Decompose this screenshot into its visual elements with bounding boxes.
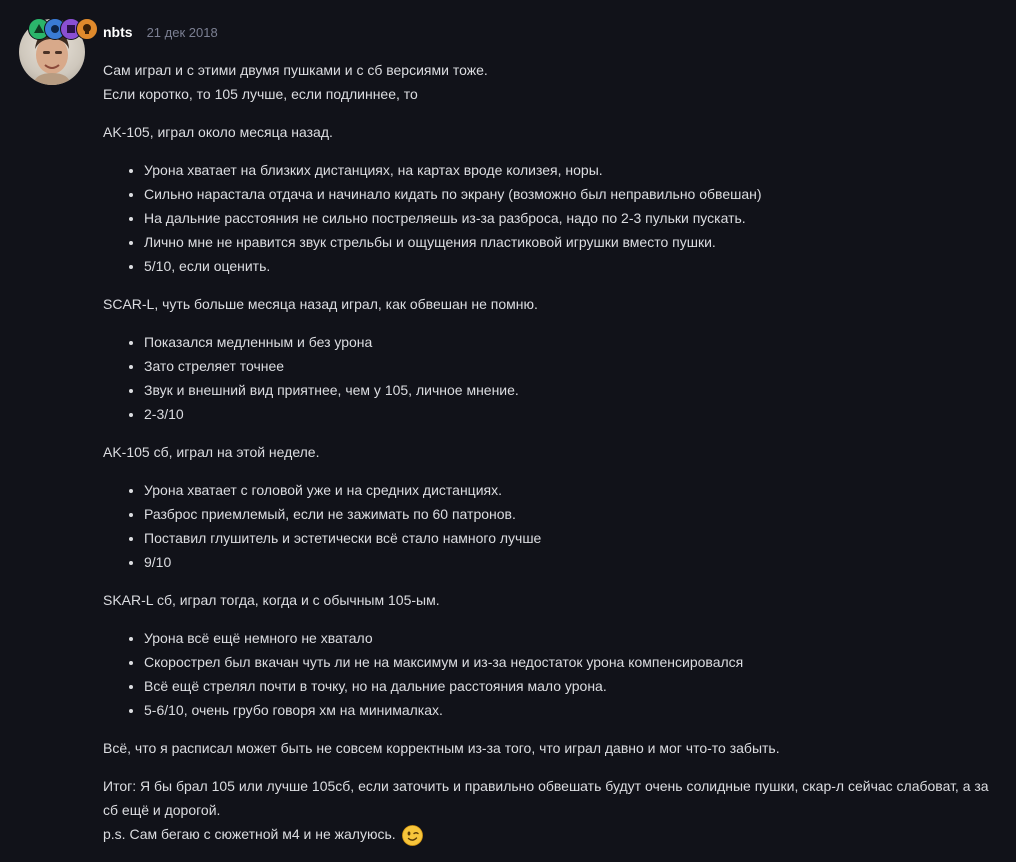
- bullet-list: [103, 626, 1003, 722]
- intro-paragraph: [103, 58, 1003, 106]
- author-username[interactable]: nbts: [103, 24, 133, 40]
- user-badges: [28, 18, 92, 40]
- list-item: • 2-3/10: [144, 402, 1003, 426]
- section-heading: AK-105 сб, играл на этой неделе.: [103, 444, 320, 460]
- section-heading: SKAR-L сб, играл тогда, когда и с обычным 105-ым.: [103, 592, 440, 608]
- section-heading: SCAR-L, чуть больше месяца назад играл, как обвешан не помню.: [103, 296, 538, 312]
- list-item: • 9/10: [144, 550, 1003, 574]
- post-date: 21 дек 2018: [146, 25, 218, 40]
- intro-line: Если коротко, то 105 лучше, если подлиннее, то: [103, 86, 418, 102]
- bullet-list: [103, 330, 1003, 426]
- winking-face-icon: [402, 825, 423, 846]
- list-item: • Сильно нарастала отдача и начинало кидать по экрану (возможно был неправильно обвешан): [144, 182, 1003, 206]
- list-item: • На дальние расстояния не сильно постреляешь из-за разброса, надо по 2-3 пульки пускать.: [144, 206, 1003, 230]
- list-item: • 5/10, если оценить.: [144, 254, 1003, 278]
- disclaimer-paragraph: Всё, что я расписал может быть не совсем корректным из-за того, что играл давно и мог что-то забыть.: [103, 740, 780, 756]
- list-item: • Всё ещё стрелял почти в точку, но на дальние расстояния мало урона.: [144, 674, 1003, 698]
- avatar-container: [19, 19, 85, 85]
- list-item: • Урона хватает на близких дистанциях, на картах вроде колизея, норы.: [144, 158, 1003, 182]
- intro-line: Сам играл и с этими двумя пушками и с сб версиями тоже.: [103, 62, 488, 78]
- list-item: • Лично мне не нравится звук стрельбы и ощущения пластиковой игрушки вместо пушки.: [144, 230, 1003, 254]
- conclusion-paragraph: [103, 774, 1003, 846]
- list-item: • Звук и внешний вид приятнее, чем у 105, личное мнение.: [144, 378, 1003, 402]
- list-item: • Разброс приемлемый, если не зажимать по 60 патронов.: [144, 502, 1003, 526]
- list-item: • Урона хватает с головой уже и на средних дистанциях.: [144, 478, 1003, 502]
- conclusion-line: Итог: Я бы брал 105 или лучше 105сб, если заточить и правильно обвешать будут очень солидные пушки, скар-л сейчас слабоват, а за сб ещё и дорогой.: [103, 778, 989, 818]
- list-item: • Поставил глушитель и эстетически всё стало намного лучше: [144, 526, 1003, 550]
- list-item: • Скорострел был вкачан чуть ли не на максимум и из-за недостаток урона компенсировался: [144, 650, 1003, 674]
- section-heading: AK-105, играл около месяца назад.: [103, 124, 333, 140]
- list-item: • Зато стреляет точнее: [144, 354, 1003, 378]
- post-body: [103, 58, 1003, 860]
- bullet-list: [103, 158, 1003, 278]
- list-item: • Урона всё ещё немного не хватало: [144, 626, 1003, 650]
- bullet-list: [103, 478, 1003, 574]
- list-item: • Показался медленным и без урона: [144, 330, 1003, 354]
- post-header: [103, 24, 218, 40]
- ps-line: p.s. Сам бегаю с сюжетной м4 и не жалуюсь.: [103, 826, 396, 842]
- skull-badge-icon[interactable]: [76, 18, 98, 40]
- list-item: • 5-6/10, очень грубо говоря хм на минималках.: [144, 698, 1003, 722]
